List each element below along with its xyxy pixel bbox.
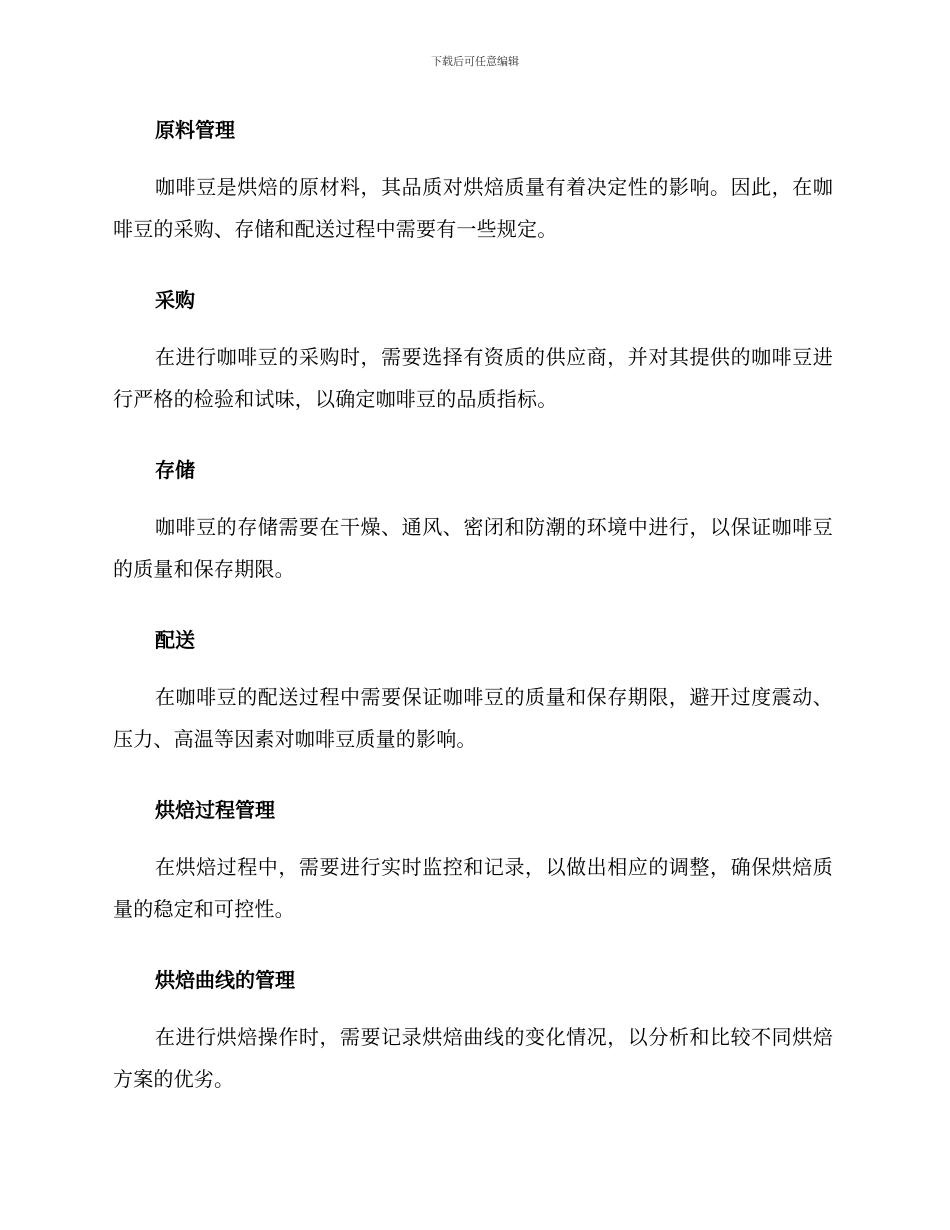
section-paragraph: 在烘焙过程中，需要进行实时监控和记录，以做出相应的调整，确保烘焙质量的稳定和可控性。 xyxy=(113,855,833,921)
section-raw-material-management xyxy=(113,110,833,250)
section-paragraph: 在进行咖啡豆的采购时，需要选择有资质的供应商，并对其提供的咖啡豆进行严格的检验和试味，以确定咖啡豆的品质指标。 xyxy=(113,345,833,411)
section-paragraph: 咖啡豆的存储需要在干燥、通风、密闭和防潮的环境中进行，以保证咖啡豆的质量和保存期限。 xyxy=(113,515,833,581)
section-paragraph: 咖啡豆是烘焙的原材料，其品质对烘焙质量有着决定性的影响。因此，在咖啡豆的采购、存储和配送过程中需要有一些规定。 xyxy=(113,175,833,241)
section-heading: 原料管理 xyxy=(155,118,235,142)
section-heading: 烘焙曲线的管理 xyxy=(155,968,295,992)
section-paragraph: 在进行烘焙操作时，需要记录烘焙曲线的变化情况，以分析和比较不同烘焙方案的优劣。 xyxy=(113,1025,833,1091)
section-paragraph: 在咖啡豆的配送过程中需要保证咖啡豆的质量和保存期限，避开过度震动、压力、高温等因素对咖啡豆质量的影响。 xyxy=(113,685,833,751)
section-storage xyxy=(113,450,833,590)
section-procurement xyxy=(113,280,833,420)
section-heading: 采购 xyxy=(155,288,195,312)
page-header: 下载后可任意编辑 xyxy=(431,55,519,68)
section-heading: 存储 xyxy=(155,458,195,482)
section-heading: 烘焙过程管理 xyxy=(155,798,275,822)
section-delivery xyxy=(113,620,833,760)
section-heading: 配送 xyxy=(155,628,195,652)
section-roasting-process-management xyxy=(113,790,833,930)
document-body xyxy=(113,110,833,1100)
section-roasting-curve-management xyxy=(113,960,833,1100)
